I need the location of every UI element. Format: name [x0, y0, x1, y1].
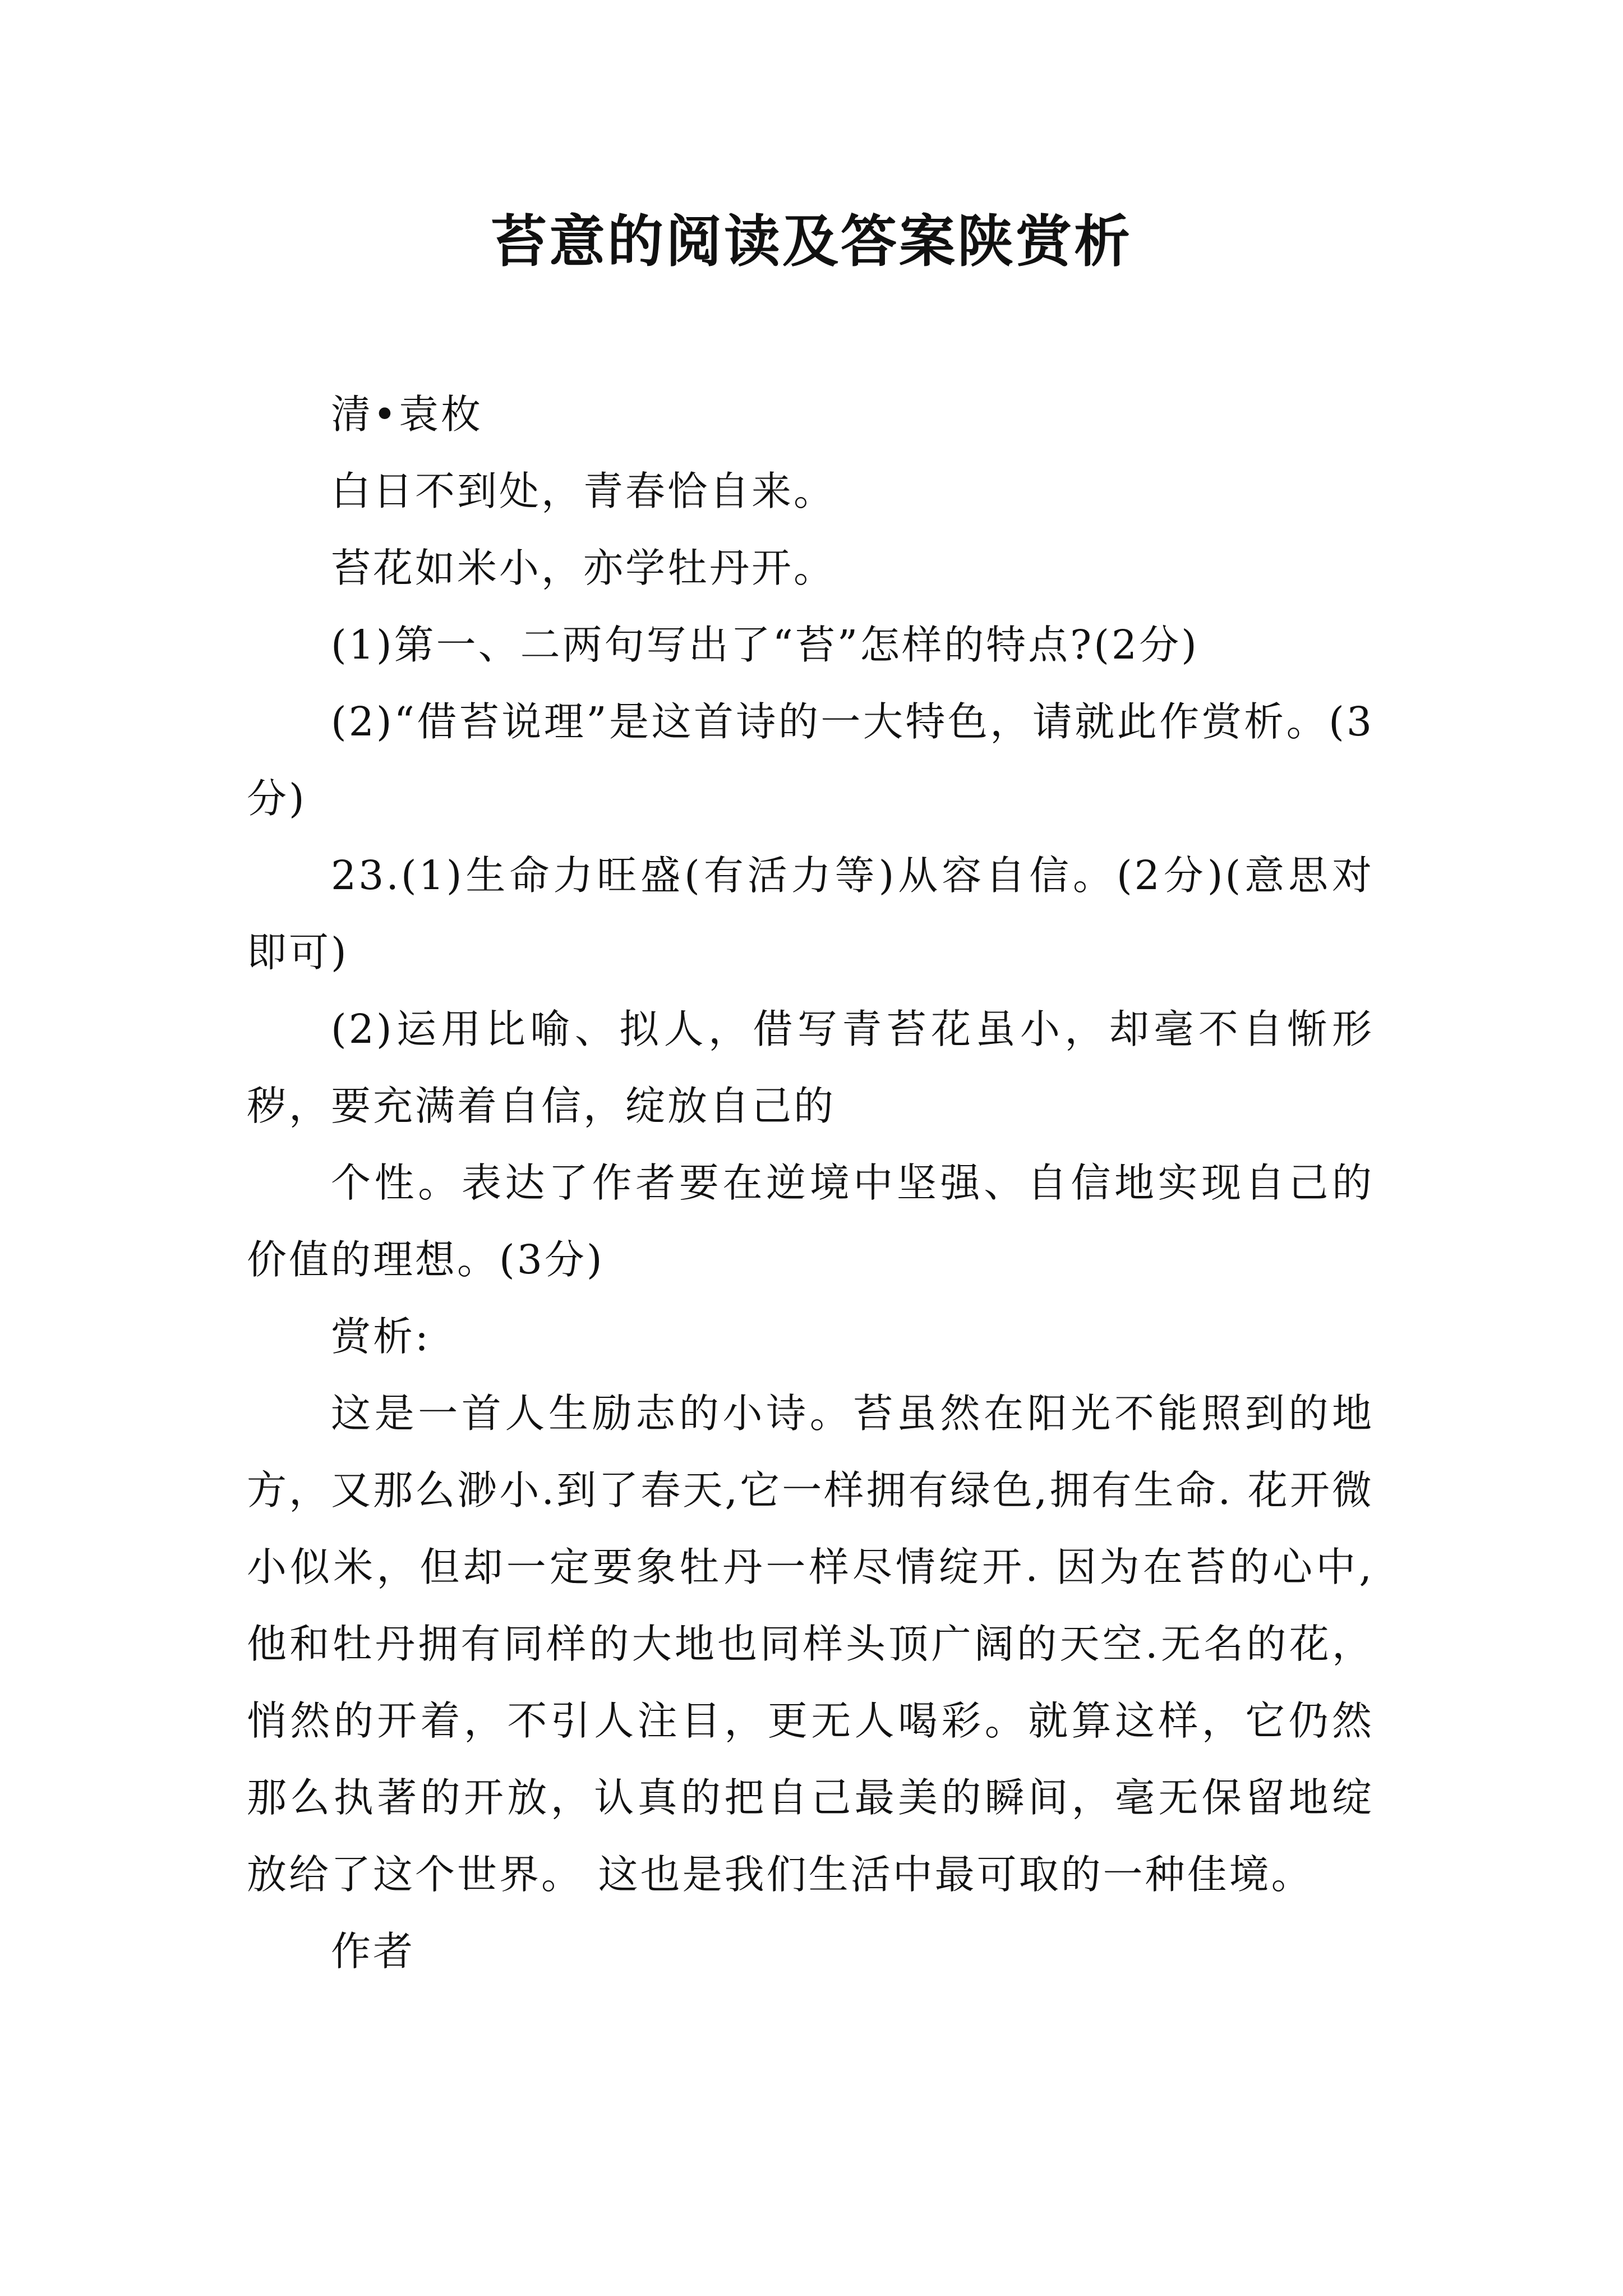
answer-2-continued: 个性。表达了作者要在逆境中坚强、自信地实现自己的价值的理想。(3分) — [247, 1159, 1374, 1283]
author-heading: 作者 — [331, 1928, 416, 1975]
answer-2: (2)运用比喻、拟人，借写青苔花虽小，却毫不自惭形秽，要充满着自信，绽放自己的 — [247, 1006, 1374, 1129]
poem-line-1: 白日不到处，青春恰自来。 — [331, 468, 836, 514]
answer-1: 23.(1)生命力旺盛(有活力等)从容自信。(2分)(意思对即可) — [247, 852, 1374, 976]
page-title: 苔意的阅读及答案陕赏析 — [491, 208, 1132, 274]
question-2: (2)“借苔说理”是这首诗的一大特色，请就此作赏析。(3分) — [247, 698, 1374, 822]
question-1: (1)第一、二两句写出了“苔”怎样的特点?(2分) — [331, 622, 1199, 668]
analysis-body: 这是一首人生励志的小诗。苔虽然在阳光不能照到的地方，又那么渺小.到了春天,它一样拥有绿色,拥有生命. 花开微小似米，但却一定要象牡丹一样尽情绽开. 因为在苔的心中,他和牡丹拥有同样的大地也同样头顶广阔的天空.无名的花，悄然的开着，不引人注目，更无人喝彩。就算这样，它仍然那么执著的开放，认真的把自己最美的瞬间，毫无保留地绽放给了这个世界。 这也是我们生活中最可取的一种佳境。 — [247, 1390, 1374, 1898]
poem-line-2: 苔花如米小，亦学牡丹开。 — [331, 545, 836, 591]
analysis-heading: 赏析: — [331, 1313, 431, 1360]
document-body — [247, 376, 1374, 1990]
poem-author: 清•袁枚 — [331, 391, 483, 438]
